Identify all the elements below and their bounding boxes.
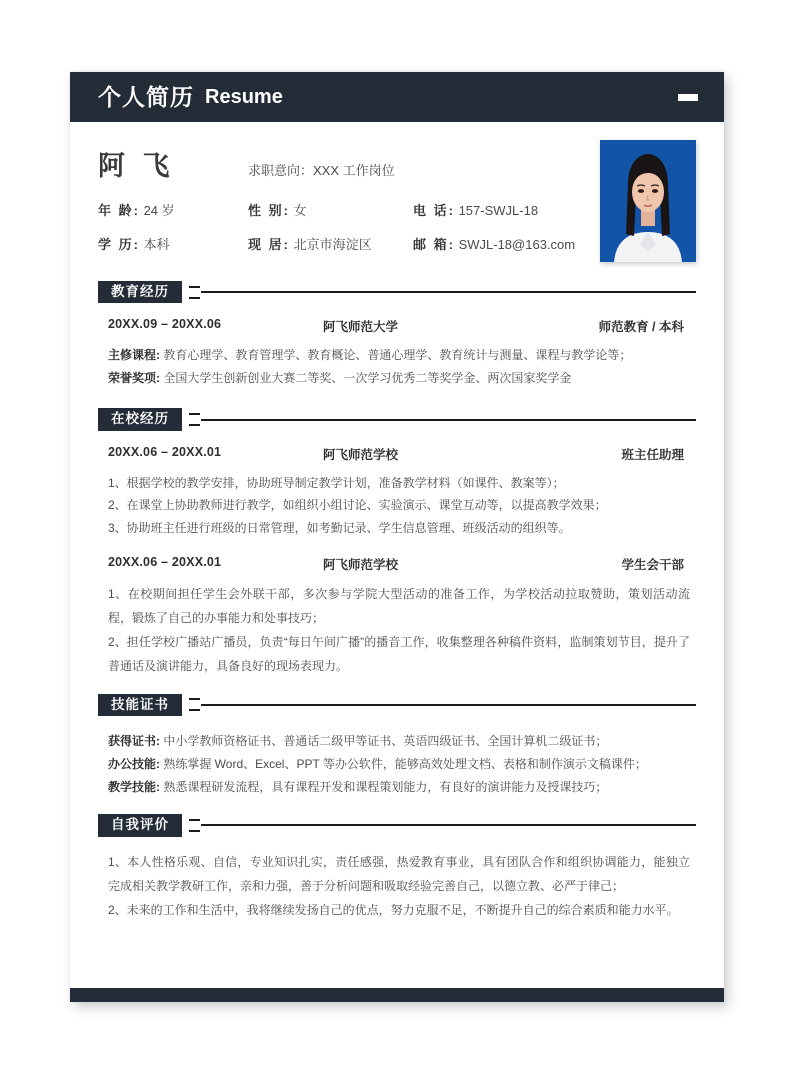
entry-date: 20XX.09 – 20XX.06: [108, 317, 222, 331]
entry-major-degree: 师范教育 / 本科: [598, 320, 684, 334]
minimize-icon[interactable]: [678, 94, 698, 101]
section-header: [98, 408, 696, 432]
section-rule: [201, 419, 696, 421]
section-header: [98, 693, 696, 717]
entry-bullet: 1、在校期间担任学生会外联干部，多次参与学院大型活动的准备工作，为学校活动拉取赞助，策划活动流程，锻炼了自己的办事能力和处事技巧；: [108, 586, 690, 625]
section-badge-education: 教育经历: [98, 281, 182, 304]
section-rule: [201, 291, 696, 293]
campus-entry: [98, 555, 696, 678]
section-header: [98, 813, 696, 837]
entry-bullet: 2、担任学校广播站广播员，负责“每日午间广播”的播音工作，收集整理各种稿件资料，监制策划节目，提升了普通话及演讲能力，具备良好的现场表现力。: [108, 634, 690, 673]
info-value: 女: [293, 203, 307, 218]
skills-list: [98, 730, 696, 798]
section-dashes-icon: [189, 413, 200, 426]
info-label: 现 居:: [248, 237, 290, 252]
resume-page: [70, 72, 724, 1002]
section-badge-skills: 技能证书: [98, 694, 182, 717]
info-value: 北京市海淀区: [293, 237, 372, 252]
job-objective: 求职意向：XXX 工作岗位: [248, 163, 395, 178]
info-label: 性 别:: [248, 203, 290, 218]
info-value: 157-SWJL-18: [458, 203, 539, 218]
page-title-cn: 个人简历: [98, 83, 194, 110]
section-campus-experience: [98, 408, 696, 678]
skills-row: [98, 730, 696, 753]
entry-date: 20XX.06 – 20XX.01: [108, 554, 222, 569]
education-honors-row: [98, 367, 696, 390]
skills-label: 教学技能:: [108, 779, 160, 794]
info-label: 邮 箱:: [413, 237, 455, 252]
entry-header-row: [98, 555, 696, 573]
entry-role: 班主任助理: [621, 447, 684, 462]
section-dashes-icon: [189, 698, 200, 711]
info-value: 本科: [143, 237, 170, 252]
honors-value: 全国大学生创新创业大赛二等奖、一次学习优秀二等奖学金、两次国家奖学金: [163, 370, 572, 385]
personal-info-grid: [98, 200, 590, 253]
entry-organization: 阿飞师范学校: [323, 447, 399, 462]
info-item-email: [413, 234, 590, 253]
entry-organization: 阿飞师范大学: [323, 320, 399, 334]
entry-header-row: [98, 317, 696, 335]
profile-section: [98, 122, 696, 262]
section-rule: [201, 704, 696, 706]
entry-bullet: 3、协助班主任进行班级的日常管理，如考勤记录、学生信息管理、班级活动的组织等。: [108, 521, 571, 536]
skills-label: 办公技能:: [108, 756, 160, 771]
name-row: [98, 144, 590, 183]
skills-label: 获得证书:: [108, 733, 160, 748]
info-item-phone: [413, 200, 590, 219]
page-title-en: Resume: [205, 86, 283, 108]
entry-bullet: 1、根据学校的教学安排，协助班导制定教学计划，准备教学材料（如课件、教案等）；: [108, 475, 565, 490]
education-courses-row: [98, 344, 696, 367]
courses-label: 主修课程:: [108, 348, 160, 362]
resume-sheet: [70, 122, 724, 988]
info-label: 年 龄:: [98, 203, 140, 218]
info-label: 电 话:: [413, 203, 455, 218]
skills-row: [98, 776, 696, 799]
education-entry: [98, 317, 696, 390]
skills-value: 熟悉课程研发流程，具有课程开发和课程策划能力，有良好的演讲能力及授课技巧；: [163, 779, 608, 794]
section-dashes-icon: [189, 819, 200, 832]
info-item-age: [98, 200, 248, 219]
section-header: [98, 280, 696, 304]
section-badge-evaluation: 自我评价: [98, 814, 182, 837]
evaluation-paragraph: 1、本人性格乐观、自信，专业知识扎实，责任感强，热爱教育事业，具有团队合作和组织协调能力，能独立完成相关教学教研工作，亲和力强，善于分析问题和吸取经验完善自己，以德立教、必严于律己；: [108, 855, 690, 894]
resume-bottom-bar: [70, 988, 724, 1002]
campus-entry: [98, 445, 696, 540]
evaluation-paragraph: 2、未来的工作和生活中，我将继续发扬自己的优点，努力克服不足，不断提升自己的综合素质和能力水平。: [108, 903, 679, 918]
entry-date: 20XX.06 – 20XX.01: [108, 444, 222, 459]
honors-label: 荣誉奖项:: [108, 370, 160, 385]
courses-value: 教育心理学、教育管理学、教育概论、普通心理学、教育统计与测量、课程与教学论等；: [163, 348, 632, 362]
skills-row: [98, 753, 696, 776]
profile-photo: [600, 140, 696, 262]
evaluation-body: [98, 850, 696, 922]
entry-bullet: 2、在课堂上协助教师进行教学，如组织小组讨论、实验演示、课堂互动等，以提高教学效果；: [108, 498, 607, 513]
section-dashes-icon: [189, 286, 200, 299]
entry-organization: 阿飞师范学校: [323, 557, 399, 572]
skills-value: 熟练掌握 Word、Excel、PPT 等办公软件，能够高效处理文档、表格和制作演示文稿课件；: [163, 756, 647, 771]
entry-header-row: [98, 445, 696, 463]
section-self-evaluation: [98, 813, 696, 922]
info-value: SWJL-18@163.com: [458, 237, 576, 252]
person-name: 阿 飞: [98, 151, 175, 181]
section-education: [98, 280, 696, 390]
skills-value: 中小学教师资格证书、普通话二级甲等证书、英语四级证书、全国计算机二级证书；: [163, 733, 608, 748]
portrait-photo-icon: [600, 140, 696, 262]
profile-details: [98, 144, 590, 262]
info-item-education: [98, 234, 248, 253]
info-item-location: [248, 234, 413, 253]
info-item-gender: [248, 200, 413, 219]
section-badge-campus: 在校经历: [98, 408, 182, 431]
entry-role: 学生会干部: [621, 557, 684, 572]
info-value: 24 岁: [143, 203, 175, 218]
section-rule: [201, 824, 696, 826]
section-skills: [98, 693, 696, 798]
resume-titlebar: [70, 72, 724, 122]
info-label: 学 历:: [98, 237, 140, 252]
